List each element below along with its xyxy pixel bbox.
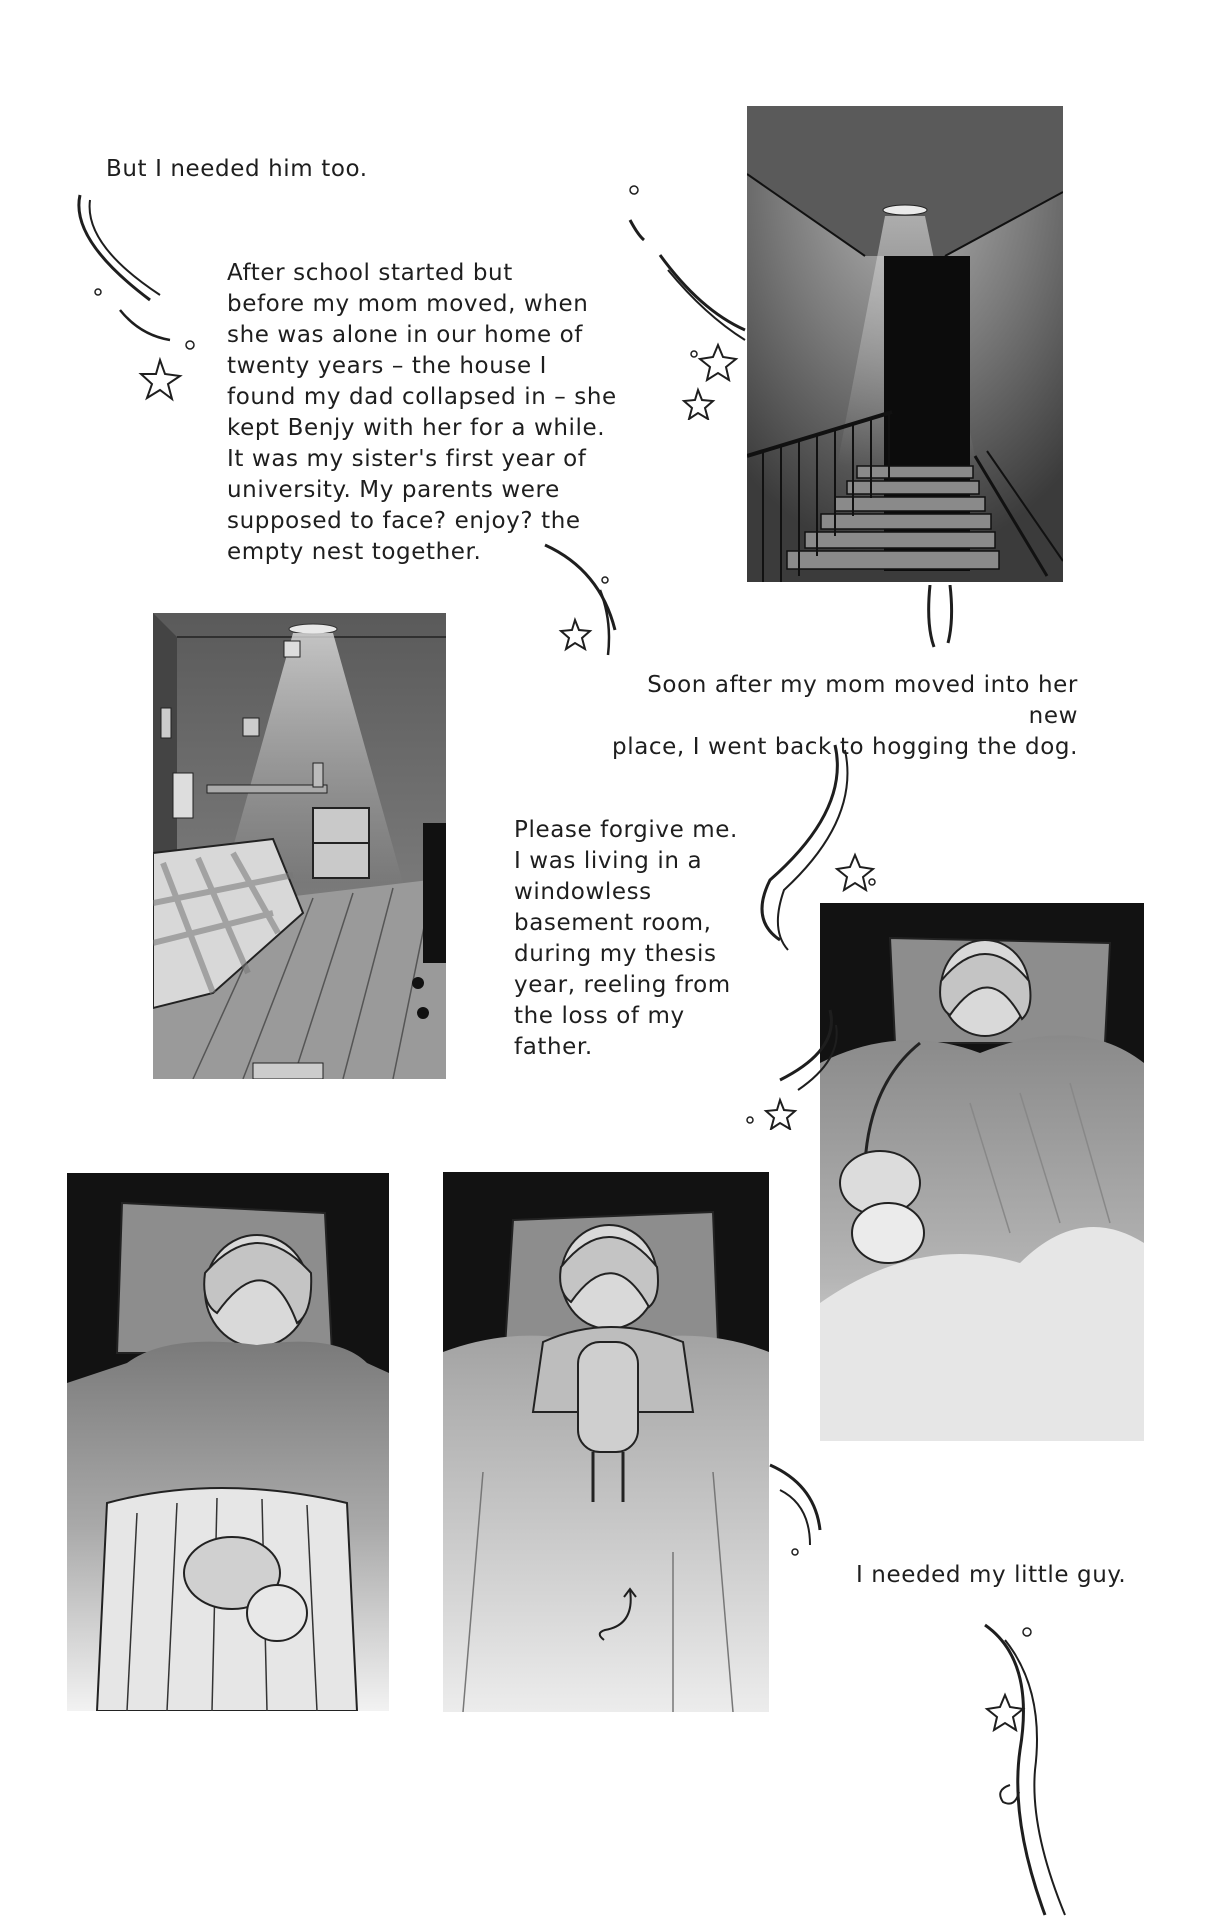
panel-basement-bedroom — [153, 613, 446, 1079]
swoosh-decoration-middle — [540, 540, 650, 670]
drip-decoration — [920, 585, 970, 655]
swoosh-decoration-lower-middle — [765, 1460, 845, 1560]
swoosh-decoration-left — [70, 190, 200, 410]
swoosh-decoration-bottom-right — [975, 1620, 1085, 1920]
panel-hallway-stairs — [747, 106, 1063, 582]
caption-soon-after: Soon after my mom moved into her new place, I went back to hogging the dog. — [612, 672, 1078, 760]
swoosh-decoration-right — [740, 740, 890, 1130]
caption-forgive-me: Please forgive me. I was living in a windowless basement room, during my thesis year, reeling from the loss of my father. — [514, 817, 738, 1060]
annotation-arrow — [590, 1585, 640, 1645]
swoosh-decoration-top-right — [620, 180, 750, 420]
panel-girl-dog-under-covers — [67, 1173, 389, 1711]
caption-little-guy: I needed my little guy. — [856, 1562, 1127, 1588]
caption-after-school: After school started but before my mom moved, when she was alone in our home of twenty years – the house I found my dad collapsed in – she kept Benjy with her for a while. It was my sister's first year of university. My parents were supposed to face? enjoy? the empty nest together. — [227, 260, 617, 565]
caption-needed-him-too: But I needed him too. — [106, 156, 368, 182]
